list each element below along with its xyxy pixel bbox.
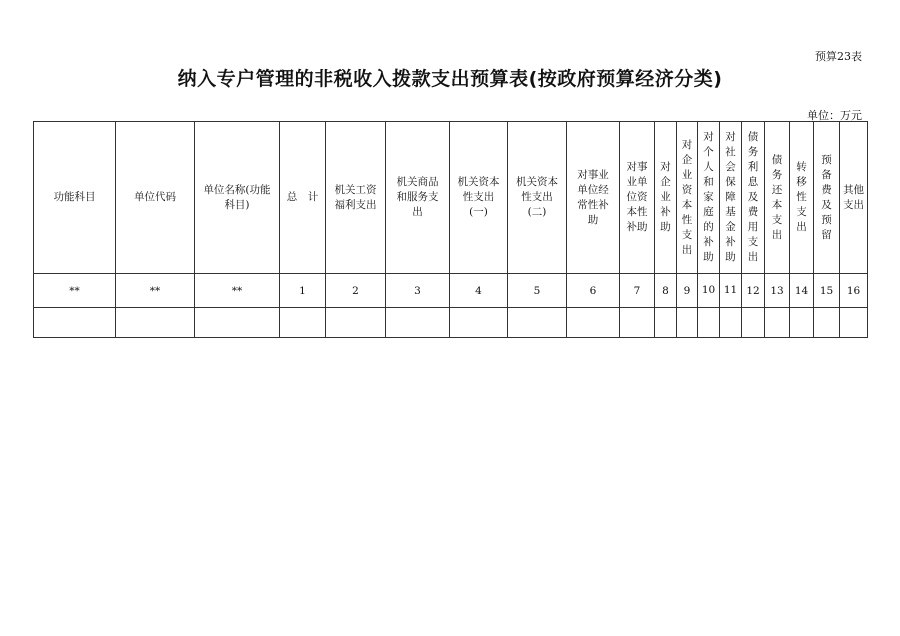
table-cell: 1 bbox=[280, 274, 326, 308]
header-cell bbox=[34, 122, 116, 274]
table-cell: 9 bbox=[677, 274, 698, 308]
header-cell bbox=[508, 122, 567, 274]
table-header-row bbox=[34, 122, 868, 274]
header-label: 单位代码 bbox=[134, 191, 176, 203]
header-cell bbox=[386, 122, 450, 274]
header-cell bbox=[840, 122, 868, 274]
header-label: 对企业补助 bbox=[660, 161, 671, 233]
header-cell bbox=[765, 122, 790, 274]
header-label: 预备费及预留 bbox=[821, 153, 832, 241]
header-label: 单位名称(功能 科目) bbox=[203, 183, 271, 211]
table-cell: 15 bbox=[814, 274, 840, 308]
header-label: 总 计 bbox=[286, 191, 319, 203]
table-cell[interactable] bbox=[840, 308, 868, 338]
table-cell: 2 bbox=[326, 274, 386, 308]
header-label: 债务利息及费用支出 bbox=[747, 131, 759, 263]
table-cell: 12 bbox=[742, 274, 765, 308]
header-cell bbox=[620, 122, 655, 274]
header-label: 债务还本支出 bbox=[771, 153, 783, 241]
header-label: 对社会保障基金补助 bbox=[725, 131, 736, 263]
header-label: 其他 支出 bbox=[843, 183, 864, 211]
header-label: 机关工资 福利支出 bbox=[334, 183, 377, 211]
budget-table bbox=[33, 121, 868, 338]
header-cell bbox=[280, 122, 326, 274]
table-cell[interactable] bbox=[116, 308, 195, 338]
table-cell[interactable] bbox=[567, 308, 620, 338]
unit-label: 单位：万元 bbox=[807, 109, 862, 122]
header-cell bbox=[567, 122, 620, 274]
table-cell[interactable] bbox=[814, 308, 840, 338]
page-title: 纳入专户管理的非税收入拨款支出预算表(按政府预算经济分类) bbox=[177, 68, 723, 90]
table-cell[interactable] bbox=[195, 308, 280, 338]
table-cell[interactable] bbox=[698, 308, 720, 338]
header-label: 对企业资本性支出 bbox=[681, 138, 693, 256]
header-cell bbox=[742, 122, 765, 274]
header-cell bbox=[698, 122, 720, 274]
form-number: 预算23表 bbox=[815, 50, 862, 63]
table-cell: 3 bbox=[386, 274, 450, 308]
table-row bbox=[34, 274, 868, 308]
table-cell: ** bbox=[195, 274, 280, 308]
table-cell[interactable] bbox=[34, 308, 116, 338]
table-cell: 16 bbox=[840, 274, 868, 308]
header-label: 功能科目 bbox=[53, 191, 96, 203]
table-cell[interactable] bbox=[677, 308, 698, 338]
table-cell: 6 bbox=[567, 274, 620, 308]
table-cell[interactable] bbox=[620, 308, 655, 338]
table-cell: 5 bbox=[508, 274, 567, 308]
table-cell[interactable] bbox=[508, 308, 567, 338]
table-cell: 13 bbox=[765, 274, 790, 308]
table-cell[interactable] bbox=[655, 308, 677, 338]
table-cell: ** bbox=[116, 274, 195, 308]
header-label: 转移性支出 bbox=[796, 161, 807, 233]
header-label: 对个人和家庭的补助 bbox=[703, 131, 714, 263]
header-label: 机关商品 和服务支 出 bbox=[396, 176, 439, 218]
header-cell bbox=[790, 122, 814, 274]
header-label: 对事业 单位经 常性补 助 bbox=[577, 168, 609, 226]
header-label: 对事 业单 位资 本性 补助 bbox=[626, 161, 648, 233]
table-cell bbox=[698, 274, 720, 308]
table-cell: 14 bbox=[790, 274, 814, 308]
cell-value: 10 bbox=[701, 284, 716, 296]
header-cell bbox=[814, 122, 840, 274]
table-cell[interactable] bbox=[742, 308, 765, 338]
table-cell[interactable] bbox=[280, 308, 326, 338]
table-cell[interactable] bbox=[720, 308, 742, 338]
table-cell[interactable] bbox=[790, 308, 814, 338]
table-cell[interactable] bbox=[386, 308, 450, 338]
table-cell: ** bbox=[34, 274, 116, 308]
header-cell bbox=[116, 122, 195, 274]
header-cell bbox=[655, 122, 677, 274]
header-cell bbox=[195, 122, 280, 274]
table-cell[interactable] bbox=[450, 308, 508, 338]
header-cell bbox=[720, 122, 742, 274]
table-cell: 4 bbox=[450, 274, 508, 308]
table-cell bbox=[720, 274, 742, 308]
table-cell[interactable] bbox=[326, 308, 386, 338]
table-cell[interactable] bbox=[765, 308, 790, 338]
table-cell: 8 bbox=[655, 274, 677, 308]
table-row bbox=[34, 308, 868, 338]
table-cell: 7 bbox=[620, 274, 655, 308]
cell-value: 11 bbox=[723, 284, 738, 296]
header-cell bbox=[326, 122, 386, 274]
header-cell bbox=[677, 122, 698, 274]
header-label: 机关资本 性支出 (二) bbox=[516, 176, 558, 218]
header-cell bbox=[450, 122, 508, 274]
header-label: 机关资本 性支出 (一) bbox=[457, 176, 500, 218]
